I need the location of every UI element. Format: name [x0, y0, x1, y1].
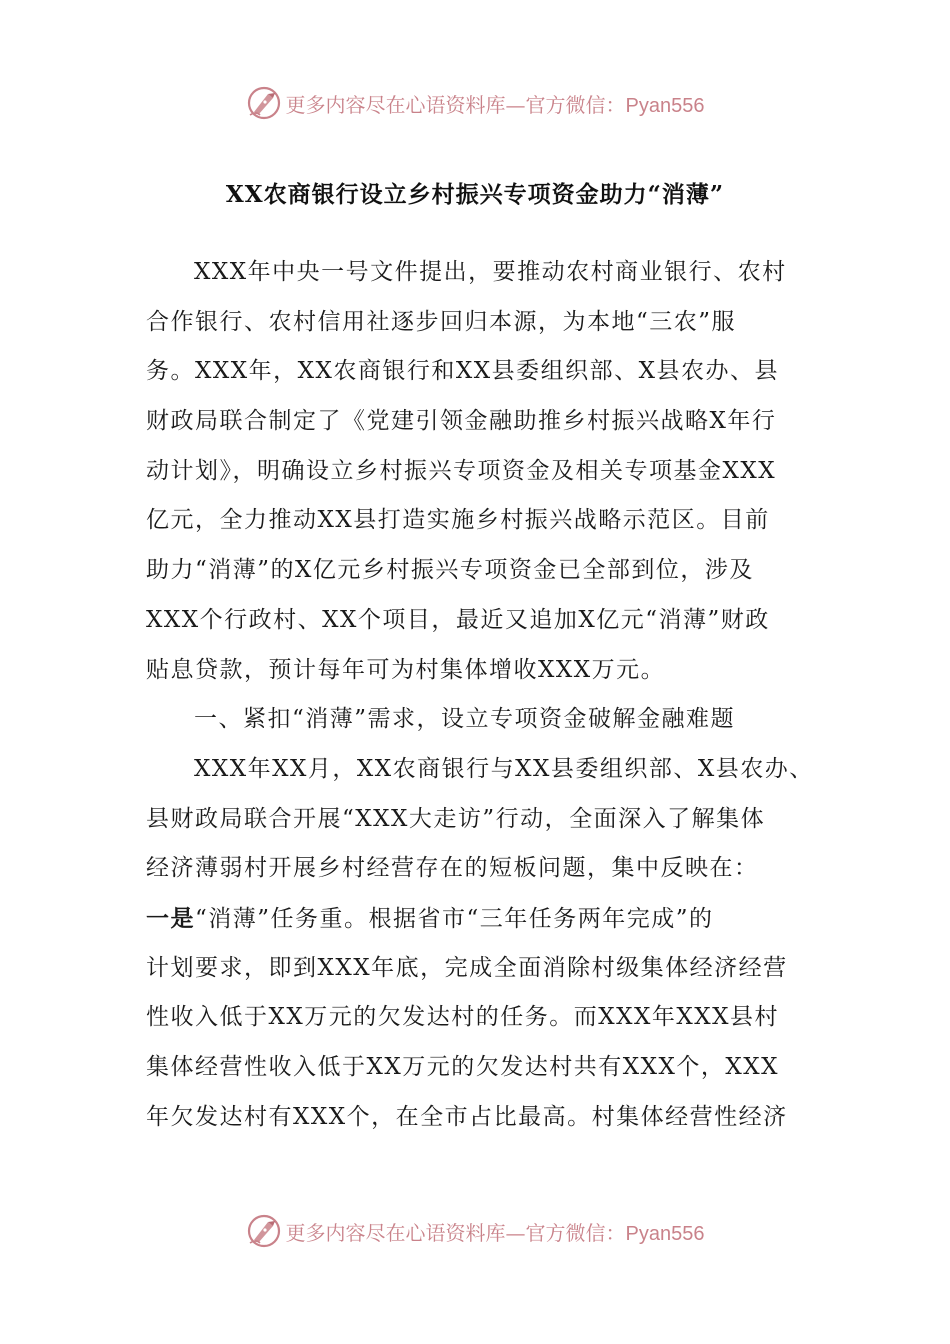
paragraph-line: 贴息贷款，预计每年可为村集体增收XXX万元。 [146, 656, 666, 683]
banner-text-cn: 更多内容尽在心语资料库—官方微信： [285, 1220, 626, 1245]
pen-nib-circle-icon [246, 85, 282, 121]
banner-text [286, 89, 705, 118]
paragraph-line: 集体经营性收入低于XX万元的欠发达村共有XXX个，XXX [146, 1054, 779, 1080]
paragraph-line: XXX个行政村、XX个项目，最近又追加X亿元“消薄”财政 [146, 606, 770, 633]
bold-lead: 一是 [146, 904, 195, 932]
paragraph-line-bold-lead [146, 894, 806, 944]
banner-text [286, 1217, 705, 1246]
banner-wechat-id: Pyan556 [625, 94, 705, 117]
paragraph-line: 务。XXX年，XX农商银行和XX县委组织部、X县农办、县 [146, 358, 779, 385]
banner-text-cn: 更多内容尽在心语资料库—官方微信： [285, 92, 626, 117]
paragraph-line: 年欠发达村有XXX个，在全市占比最高。村集体经营性经济 [146, 1103, 788, 1130]
paragraph-line: 亿元，全力推动XX县打造实施乡村振兴战略示范区。目前 [146, 507, 770, 534]
paragraph-line: XXX年中央一号文件提出，要推动农村商业银行、农村 [194, 259, 787, 285]
pen-nib-circle-icon [246, 1213, 282, 1249]
paragraph-line: 合作银行、农村信用社逐步回归本源，为本地“三农”服 [146, 308, 737, 335]
paragraph-line: 县财政局联合开展“XXX大走访”行动，全面深入了解集体 [146, 805, 766, 832]
paragraph-line: 动计划》，明确设立乡村振兴专项资金及相关专项基金XXX [146, 457, 777, 484]
paragraph-line: 助力“消薄”的X亿元乡村振兴专项资金已全部到位，涉及 [146, 557, 754, 584]
paragraph-line: 经济薄弱村开展乡村经营存在的短板问题，集中反映在： [146, 855, 759, 882]
document-body [146, 248, 814, 1142]
footer-banner [0, 1211, 950, 1251]
paragraph-line: XXX年XX月，XX农商银行与XX县委组织部、X县农办、 [194, 755, 814, 782]
paragraph-line: 性收入低于XX万元的欠发达村的任务。而XXX年XXX县村 [146, 1004, 779, 1031]
paragraph-line: 财政局联合制定了《党建引领金融助推乡村振兴战略X年行 [146, 408, 777, 435]
banner-wechat-id: Pyan556 [625, 1222, 705, 1245]
bold-lead-rest: “消薄”任务重。根据省市“三年任务两年完成”的 [195, 905, 714, 932]
document-title: XX农商银行设立乡村振兴专项资金助力“消薄” [225, 181, 725, 208]
header-banner [0, 83, 950, 123]
paragraph-line: 计划要求，即到XXX年底，完成全面消除村级集体经济经营 [146, 954, 788, 981]
section-heading: 一、紧扣“消薄”需求，设立专项资金破解金融难题 [194, 706, 736, 733]
